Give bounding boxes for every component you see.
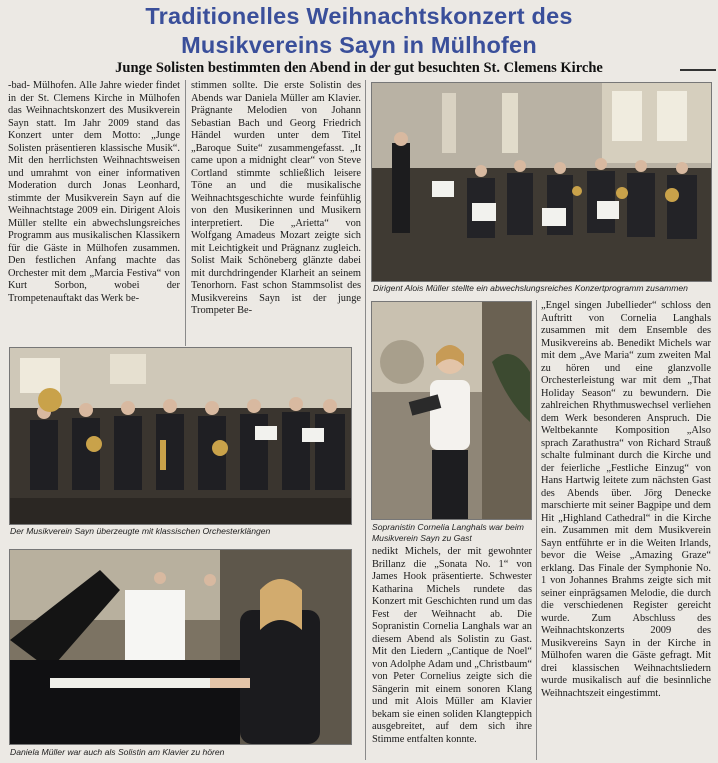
caption-piano: Daniela Müller war auch als Solistin am Klavier zu hören <box>10 747 225 757</box>
caption-soprano: Sopranistin Cornelia Langhals war beim Musikverein Sayn zu Gast <box>372 522 524 543</box>
subheadline-rule <box>680 69 716 71</box>
caption-orchestra: Der Musikverein Sayn überzeugte mit klassischen Orchesterklängen <box>10 526 271 536</box>
column-1-text: -bad- Mülhofen. Alle Jahre wieder findet in der St. Clemens Kirche in Mülhofen das Weihnachtskonzert des Musikverein Sayn statt. Im Jahr 2009 stand das Konzert unter dem Motto: „Junge Solisten präsentieren klassische Musik“. Mit den herrlichsten Weihnachtsweisen und umrahmt von einer informativen Moderation durch Jonas Leonhard, stimmte der Musikverein Sayn auf die Weihnachtstage 2009 ein. Dirigent Alois Müller stellte ein abwechslungsreiches Programm aus musikalischen Klassikern für die Gäste in Mülhofen zusammen. Den festlichen Anfang machte das Orchester mit dem „Marcia Festiva“ von Kurt Sorbon, wobei der Trompetenauftakt das Werk be- <box>8 80 180 304</box>
headline <box>0 2 718 60</box>
column-4-text: „Engel singen Jubellieder“ schloss den Auftritt von Cornelia Langhals zusammen mit dem Ensemble des Musikvereins ab. Benedikt Michels war mit dem „Ave Maria“ zum zweiten Mal zu hören und eine glanzvolle Orchesterleistung war mit dem „That Holiday Season“ zu bewundern. Die zahlreichen Rhythmuswechsel verliehen dem Werk besonderen Anspruch. Die Weltbekannte Komposition „Also sprach Zarathustra“ von Richard Strauß schalte fulminant durch die Kirche und der feierliche „Festliche Einzug“ von Hans Hartwig leitete zum nächsten Gast des Abends über. Jörg Denecke marschierte mit seiner Bagpipe und dem Hit „Highland Cathedral“ in die Kirche ein. Zusammen mit dem Musikverein Sayn entführte er in die Weiten Irlands, bevor die Weise „Amazing Graze“ erklang. Das Finale der Symphonie No. 1 von Johannes Brahms zeigte sich mit seiner einprägsamen Melodie, die durch die verschiedenen Register gereicht wurde. Zum Abschluss des Weihnachtskonzerts 2009 des Musikvereins Sayn in der Kirche in Mülhofen waren die Gäste gefragt. Mit drei klassischen Weihnachtsliedern wurde musikalisch auf die besinnliche Weihnachtszeit eingestimmt. <box>541 300 711 699</box>
column-3-text: nedikt Michels, der mit gewohnter Brillanz die „Sonata No. 1“ von James Hook präsentierte. Schwester Katharina Michels rundete das Konzert mit Geschichten rund um das Fest der Weihnacht ab. Die Sopranistin Cornelia Langhals war an diesem Abend als Solistin zu Gast. Mit den Liedern „Cantique de Noel“ von Adolphe Adam und „Christbaum“ von Peter Cornelius zeigte sich die Sängerin mit einem sonoren Klang und mit Alois Müller am Klavier bekam sie einen soliden Klangteppich ausgebreitet, auf dem sich ihre Stimme entfalten konnte. <box>372 546 532 745</box>
photo-conductor <box>371 82 712 282</box>
article-column-4 <box>541 300 711 761</box>
photo-soprano <box>371 301 532 520</box>
photo-orchestra <box>9 347 352 525</box>
article-column-3 <box>372 546 532 761</box>
article-column-2 <box>191 80 361 348</box>
photo-piano <box>9 549 352 745</box>
column-2-text: stimmen sollte. Die erste Solistin des Abends war Daniela Müller am Klavier. Prägnante Melodien von Johann Sebastian Bach und Georg Friedrich Händel wurden unter dem Titel „Baroque Suite“ zusammengefasst. „It came upon a midnight clear“ von Steve Cortland stimmte schließlich leisere Töne an und die musikalische Weihnachtsgeschichte wurde feinfühlig von den Musikerinnen und Musikern interpretiert. Die „Arietta“ von Wolfgang Amadeus Mozart zeigte sich mit Leichtigkeit und Prägnanz zugleich. Solist Maik Schöneberg glänzte dabei mit durchdringender Klarheit an seinem Tenorhorn. Fast schon Stammsolist des Musikvereins Sayn ist der junge Trompeter Be- <box>191 80 361 316</box>
column-divider-2 <box>365 80 366 760</box>
headline-line-1: Traditionelles Weihnachtskonzert des <box>145 3 573 29</box>
column-divider-1 <box>185 80 186 346</box>
column-divider-3 <box>536 300 537 760</box>
article-column-1 <box>8 80 180 348</box>
caption-conductor: Dirigent Alois Müller stellte ein abwechslungsreiches Konzertprogramm zusammen <box>373 283 688 293</box>
headline-line-2: Musikvereins Sayn in Mülhofen <box>181 32 537 58</box>
subheadline: Junge Solisten bestimmten den Abend in der gut besuchten St. Clemens Kirche <box>115 60 603 76</box>
